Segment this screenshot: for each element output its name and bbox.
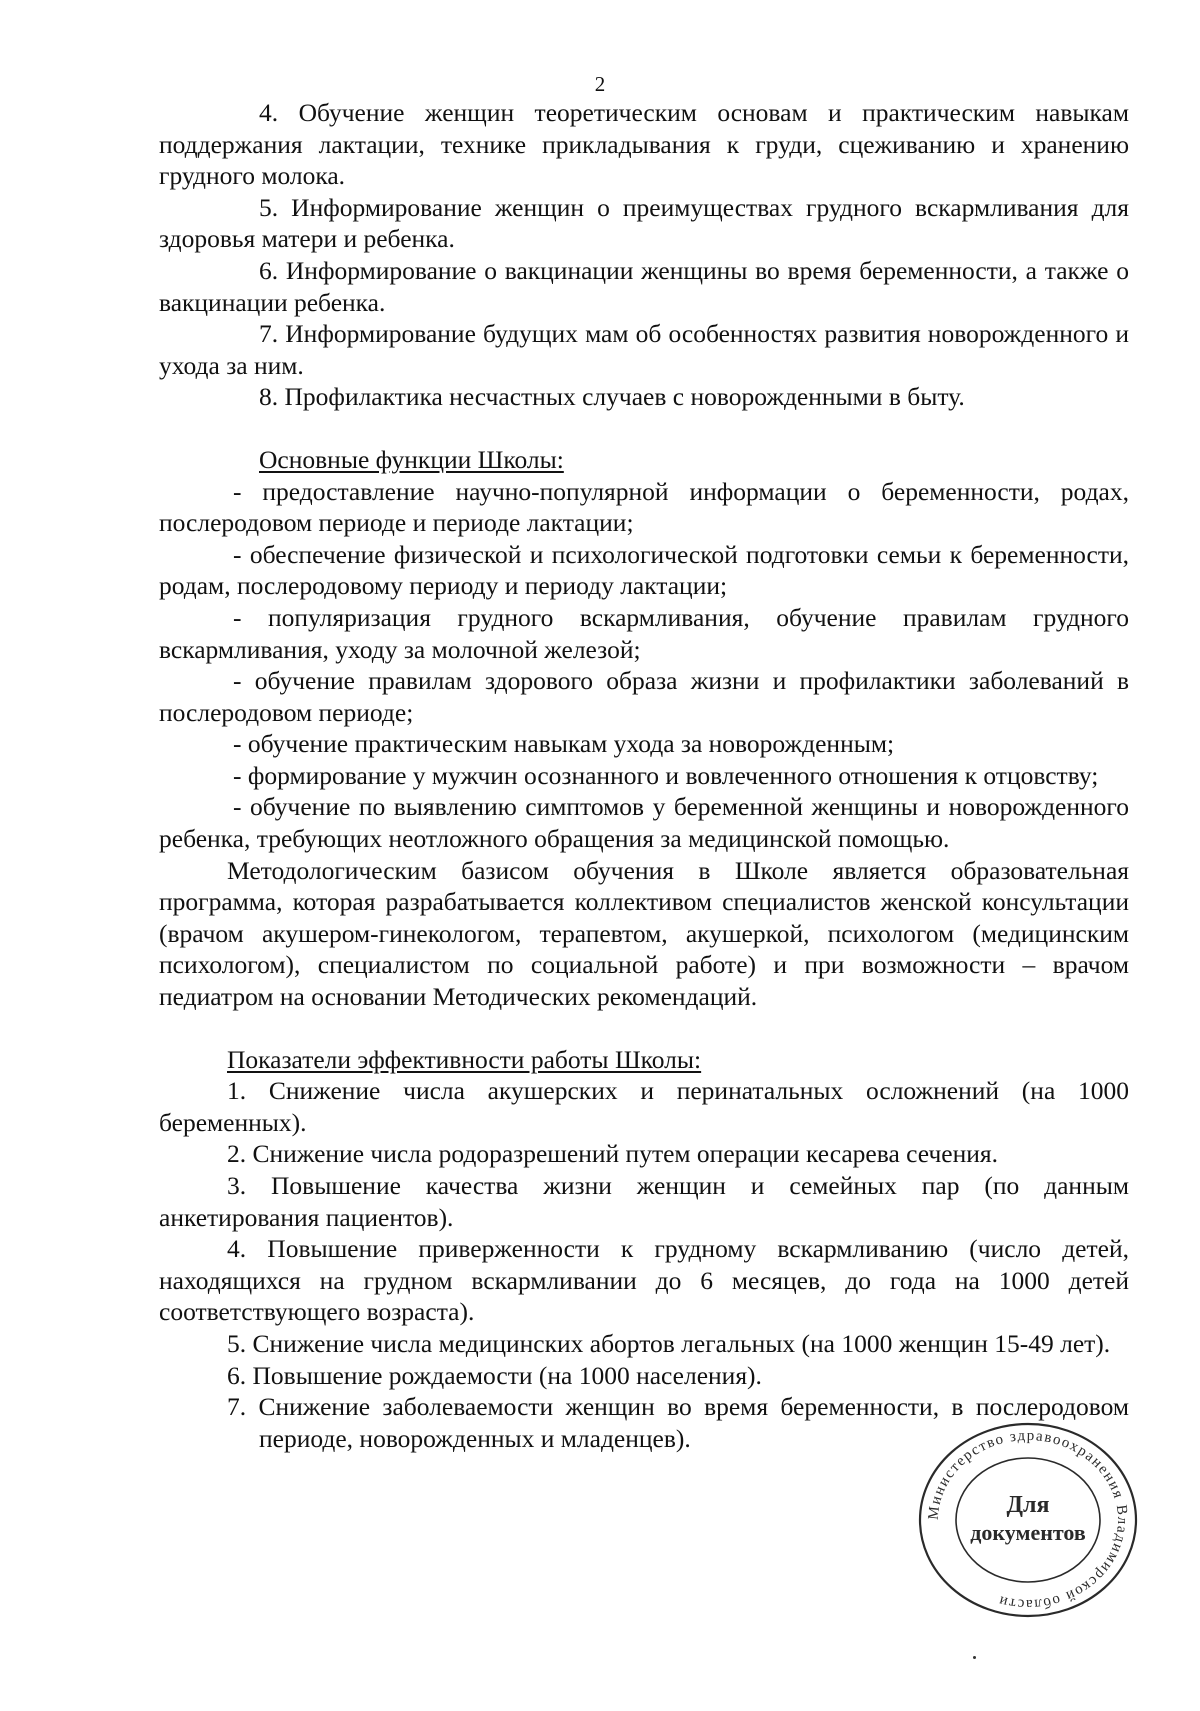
indicator-item: 1. Снижение числа акушерских и перинатальных осложнений (на 1000 беременных).	[159, 1076, 1129, 1137]
function-item: - обучение по выявлению симптомов у беременной женщины и новорожденного ребенка, требующих неотложного обращения за медицинской помощью.	[159, 792, 1129, 854]
indicator-item: 6. Повышение рождаемости (на 1000 населения).	[227, 1360, 762, 1390]
section-heading-indicators	[159, 1044, 1129, 1076]
scan-dot	[973, 1656, 976, 1659]
list-item: 7. Информирование будущих мам об особенностях развития новорожденного и ухода за ним.	[159, 319, 1129, 380]
section-heading-functions	[159, 444, 1129, 476]
page-number: 2	[594, 72, 606, 96]
function-item: - формирование у мужчин осознанного и вовлеченного отношения к отцовству;	[233, 760, 1099, 790]
function-item: - обеспечение физической и психологической подготовки семьи к беременности, родам, послеродовому периоду и периоду лактации;	[159, 539, 1129, 601]
list-item: 5. Информирование женщин о преимуществах грудного вскармливания для здоровья матери и ребенка.	[159, 192, 1129, 254]
indicator-item: 3. Повышение качества жизни женщин и семейных пар (по данным анкетирования пациентов).	[159, 1171, 1129, 1232]
indicator-item: 2. Снижение числа родоразрешений путем операции кесарева сечения.	[227, 1139, 999, 1169]
indicator-item: 7. Снижение заболеваемости женщин во время беременности, в послеродовом периоде, новорожденных и младенцев).	[227, 1392, 1129, 1453]
indicator-item: 5. Снижение числа медицинских абортов легальных (на 1000 женщин 15-49 лет).	[227, 1328, 1111, 1358]
indicators-heading: Показатели эффективности работы Школы:	[227, 1044, 702, 1074]
list-item: 6. Информирование о вакцинации женщины во время беременности, а также о вакцинации ребенка.	[159, 255, 1129, 317]
indicator-item: 4. Повышение приверженности к грудному вскармливанию (число детей, находящихся на грудном вскармливании до 6 месяцев, до года на 1000 детей соответствующего возраста).	[159, 1234, 1129, 1327]
document-body	[159, 97, 1129, 1454]
official-stamp	[908, 1420, 1148, 1620]
stamp-line-1: Для	[1006, 1492, 1050, 1518]
stamp-ring-text: Министерство здравоохранения Владимирской области	[925, 1427, 1131, 1613]
function-item: - популяризация грудного вскармливания, обучение правилам грудного вскармливания, уходу за молочной железой;	[159, 602, 1129, 664]
spacer	[159, 413, 1129, 444]
functions-heading: Основные функции Школы:	[259, 444, 564, 474]
function-item: - обучение правилам здорового образа жизни и профилактики заболеваний в послеродовом периоде;	[159, 666, 1129, 727]
stamp-line-2: документов	[970, 1520, 1086, 1545]
list-item: 4. Обучение женщин теоретическим основам и практическим навыкам поддержания лактации, технике прикладывания к груди, сцеживанию и хранению грудного молока.	[159, 98, 1129, 191]
function-item: - обучение практическим навыкам ухода за новорожденным;	[233, 729, 895, 759]
function-item: - предоставление научно-популярной информации о беременности, родах, послеродовом периоде и периоде лактации;	[159, 476, 1129, 538]
list-item: 8. Профилактика несчастных случаев с новорожденными в быту.	[259, 382, 965, 412]
methodology-paragraph: Методологическим базисом обучения в Школе является образовательная программа, которая разрабатывается коллективом специалистов женской консультации (врачом акушером-гинекологом, терапевтом, акушеркой, психологом (медицинским психологом), специалистом по социальной работе) и при возможности – врачом педиатром на основании Методических рекомендаций.	[159, 855, 1129, 1012]
spacer	[159, 1013, 1129, 1044]
